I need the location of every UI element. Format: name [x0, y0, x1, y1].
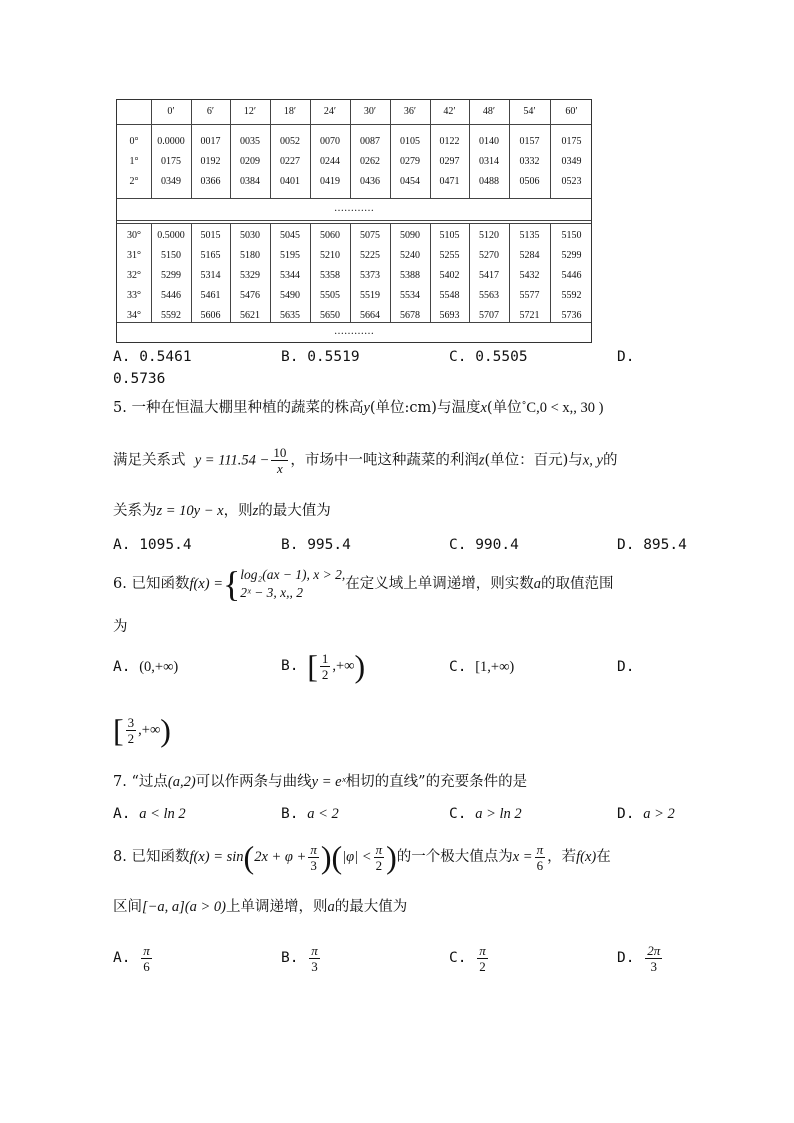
table-row-divider	[117, 198, 591, 199]
table-cell: 5476	[240, 290, 260, 301]
table-header-cell: 36′	[403, 106, 417, 117]
table-cell: 5045	[280, 230, 300, 241]
q5-line-3: 关系为z = 10y − x，则z的最大值为	[113, 503, 331, 519]
table-column-divider	[390, 223, 391, 322]
q5-option-c: C. 990.4	[449, 537, 519, 553]
table-cell: 5417	[479, 270, 499, 281]
table-row-label: 30°	[127, 230, 141, 241]
table-row-label: 31°	[127, 250, 141, 261]
table-row-label: 2°	[129, 176, 139, 187]
table-cell: 5534	[400, 290, 420, 301]
table-cell: 5015	[200, 230, 221, 241]
table-cell: 5299	[561, 250, 582, 261]
table-cell: 0.5000	[157, 230, 185, 241]
table-cell: 0401	[280, 176, 300, 187]
table-row-divider	[117, 223, 591, 224]
table-column-divider	[469, 223, 470, 322]
q5-option-b: B. 995.4	[281, 537, 351, 553]
table-ellipsis: …………	[334, 203, 374, 214]
table-cell: 0349	[561, 156, 582, 167]
table-cell: 0506	[519, 176, 540, 187]
table-cell: 5150	[161, 250, 181, 261]
table-cell: 5030	[240, 230, 260, 241]
table-cell: 0314	[479, 156, 499, 167]
table-cell: 5358	[320, 270, 340, 281]
trig-table	[116, 99, 592, 343]
table-header-cell: 42′	[443, 106, 456, 117]
table-cell: 5402	[439, 270, 460, 281]
table-column-divider	[550, 223, 551, 322]
table-cell: 5635	[280, 310, 300, 321]
table-header-cell: 6′	[206, 106, 215, 117]
table-cell: 5490	[280, 290, 300, 301]
q8-option-c: C. $\frac{\pi}{2}$	[449, 942, 486, 974]
table-cell: 5314	[200, 270, 221, 281]
table-cell: 5446	[561, 270, 582, 281]
table-cell: 0105	[400, 136, 420, 147]
table-cell: 5090	[400, 230, 420, 241]
table-cell: 0384	[240, 176, 260, 187]
table-column-divider	[350, 223, 351, 322]
table-column-divider	[390, 100, 391, 198]
q4-option-a: A. 0.5461	[113, 349, 192, 365]
table-row-label: 1°	[129, 156, 139, 167]
table-cell: 0017	[200, 136, 221, 147]
table-cell: 0523	[561, 176, 582, 187]
table-row-divider	[117, 124, 591, 125]
table-cell: 5707	[479, 310, 499, 321]
table-cell: 5505	[320, 290, 340, 301]
q6-line-2: 为	[113, 619, 128, 635]
table-cell: 0140	[479, 136, 499, 147]
table-row-label: 0°	[129, 136, 139, 147]
table-column-divider	[430, 100, 431, 198]
table-cell: 5373	[360, 270, 380, 281]
table-cell: 5299	[161, 270, 181, 281]
table-column-divider	[191, 223, 192, 322]
table-column-divider	[350, 100, 351, 198]
table-cell: 5255	[439, 250, 460, 261]
q8-line-1: 8. 已知函数f(x) = sin(2x + φ + $\frac{\pi}{3}$ )(|φ| < $\frac{\pi}{2}$ )的一个极大值点为x = $\frac{\pi}{6}$ ，若f(x)在	[113, 839, 611, 875]
table-cell: 5432	[519, 270, 540, 281]
q5-line-2: 满足关系式 y = 111.54 − $\frac{10}{x}$ ，市场中一吨这种蔬菜的利润z(单位：百元)与x, y的	[113, 445, 618, 476]
table-cell: 5135	[519, 230, 540, 241]
table-cell: 5693	[439, 310, 460, 321]
q7-option-d: D. a > 2	[617, 806, 675, 822]
q6-option-d-value: [ $\frac{3}{2}$ ,+∞)	[113, 712, 171, 748]
q4-option-d-value: 0.5736	[113, 371, 166, 387]
table-cell: 0157	[519, 136, 540, 147]
table-column-divider	[550, 100, 551, 198]
table-column-divider	[270, 223, 271, 322]
table-column-divider	[151, 223, 152, 322]
table-header-cell: 30′	[363, 106, 377, 117]
table-header-cell: 48′	[482, 106, 496, 117]
table-cell: 5195	[280, 250, 300, 261]
table-cell: 0332	[519, 156, 540, 167]
table-cell: 5461	[200, 290, 221, 301]
table-cell: 5060	[320, 230, 340, 241]
table-cell: 5548	[439, 290, 460, 301]
table-column-divider	[509, 100, 510, 198]
q8-option-d: D. $\frac{2\pi}{3}$	[617, 942, 661, 974]
table-cell: 5105	[439, 230, 460, 241]
table-cell: 5329	[240, 270, 260, 281]
table-cell: 0.0000	[157, 136, 185, 147]
table-ellipsis: …………	[334, 326, 374, 337]
table-cell: 5210	[320, 250, 340, 261]
table-cell: 5075	[360, 230, 380, 241]
table-cell: 0192	[200, 156, 221, 167]
table-cell: 0035	[240, 136, 260, 147]
table-cell: 0454	[400, 176, 420, 187]
table-cell: 0297	[439, 156, 460, 167]
table-column-divider	[310, 100, 311, 198]
table-cell: 0419	[320, 176, 340, 187]
table-cell: 0122	[439, 136, 460, 147]
table-row-label: 32°	[127, 270, 141, 281]
table-cell: 5225	[360, 250, 380, 261]
table-cell: 0209	[240, 156, 260, 167]
q7-option-b: B. a < 2	[281, 806, 339, 822]
table-column-divider	[430, 223, 431, 322]
q4-option-b: B. 0.5519	[281, 349, 360, 365]
table-row-label: 34°	[127, 310, 141, 321]
table-cell: 5180	[240, 250, 260, 261]
q8-option-b: B. $\frac{\pi}{3}$	[281, 942, 318, 974]
table-cell: 5388	[400, 270, 420, 281]
q6-option-a: A. (0,+∞)	[113, 659, 179, 675]
table-cell: 5721	[519, 310, 540, 321]
table-row-divider	[117, 220, 591, 221]
table-cell: 5150	[561, 230, 582, 241]
table-cell: 5240	[400, 250, 420, 261]
table-cell: 5120	[479, 230, 499, 241]
table-column-divider	[509, 223, 510, 322]
q6-line-1: 6. 已知函数f(x) ={ log₂(ax − 1), x > 2, 2ˣ − 3, x,, 2 在定义域上单调递增，则实数a的取值范围	[113, 564, 614, 604]
q7-option-a: A. a < ln 2	[113, 806, 186, 822]
table-cell: 5650	[320, 310, 340, 321]
table-cell: 0070	[320, 136, 340, 147]
q7-option-c: C. a > ln 2	[449, 806, 522, 822]
q4-option-d: D.	[617, 349, 635, 365]
q5-option-a: A. 1095.4	[113, 537, 192, 553]
table-cell: 0244	[320, 156, 340, 167]
table-cell: 0349	[161, 176, 181, 187]
table-cell: 5736	[561, 310, 582, 321]
table-row-label: 33°	[127, 290, 141, 301]
table-cell: 5678	[400, 310, 420, 321]
table-column-divider	[270, 100, 271, 198]
table-row-divider	[117, 322, 591, 323]
table-cell: 5592	[561, 290, 582, 301]
table-cell: 5446	[161, 290, 181, 301]
table-header-cell: 12′	[243, 106, 257, 117]
table-cell: 5284	[519, 250, 540, 261]
q5-option-d: D. 895.4	[617, 537, 687, 553]
table-cell: 5577	[519, 290, 540, 301]
table-header-cell: 18′	[283, 106, 297, 117]
table-header-cell: 60′	[565, 106, 578, 117]
table-column-divider	[310, 223, 311, 322]
table-cell: 5344	[280, 270, 300, 281]
table-column-divider	[230, 100, 231, 198]
q6-option-b: B. [ $\frac{1}{2}$ ,+∞)	[281, 648, 366, 684]
table-cell: 0052	[280, 136, 300, 147]
table-cell: 0227	[280, 156, 300, 167]
table-cell: 5606	[200, 310, 221, 321]
q6-option-d: D.	[617, 659, 635, 675]
table-cell: 5563	[479, 290, 499, 301]
table-cell: 5621	[240, 310, 260, 321]
table-cell: 5519	[360, 290, 380, 301]
table-header-cell: 54′	[523, 106, 536, 117]
table-column-divider	[151, 100, 152, 198]
table-cell: 5664	[360, 310, 380, 321]
table-column-divider	[191, 100, 192, 198]
q8-line-2: 区间[−a, a](a > 0)上单调递增，则a的最大值为	[113, 899, 408, 915]
q7-line-1: 7. “过点(a,2)可以作两条与曲线y = eˣ相切的直线”的充要条件的是	[113, 774, 528, 790]
table-cell: 0488	[479, 176, 499, 187]
table-cell: 5165	[200, 250, 221, 261]
q6-option-c: C. [1,+∞)	[449, 659, 515, 675]
table-cell: 0175	[161, 156, 181, 167]
table-cell: 0436	[360, 176, 380, 187]
table-column-divider	[469, 100, 470, 198]
q8-option-a: A. $\frac{\pi}{6}$	[113, 942, 150, 974]
table-cell: 0366	[200, 176, 221, 187]
table-cell: 0279	[400, 156, 420, 167]
table-cell: 0262	[360, 156, 380, 167]
q4-option-c: C. 0.5505	[449, 349, 528, 365]
table-header-cell: 24′	[323, 106, 337, 117]
table-cell: 5270	[479, 250, 499, 261]
table-column-divider	[230, 223, 231, 322]
table-header-cell: 0′	[167, 106, 175, 117]
table-cell: 0087	[360, 136, 380, 147]
table-cell: 0175	[561, 136, 582, 147]
table-cell: 0471	[439, 176, 460, 187]
q5-line-1: 5. 一种在恒温大棚里种植的蔬菜的株高y(单位:cm)与温度x(单位˚C,0 < x,, 30 )	[113, 400, 604, 416]
table-cell: 5592	[161, 310, 181, 321]
